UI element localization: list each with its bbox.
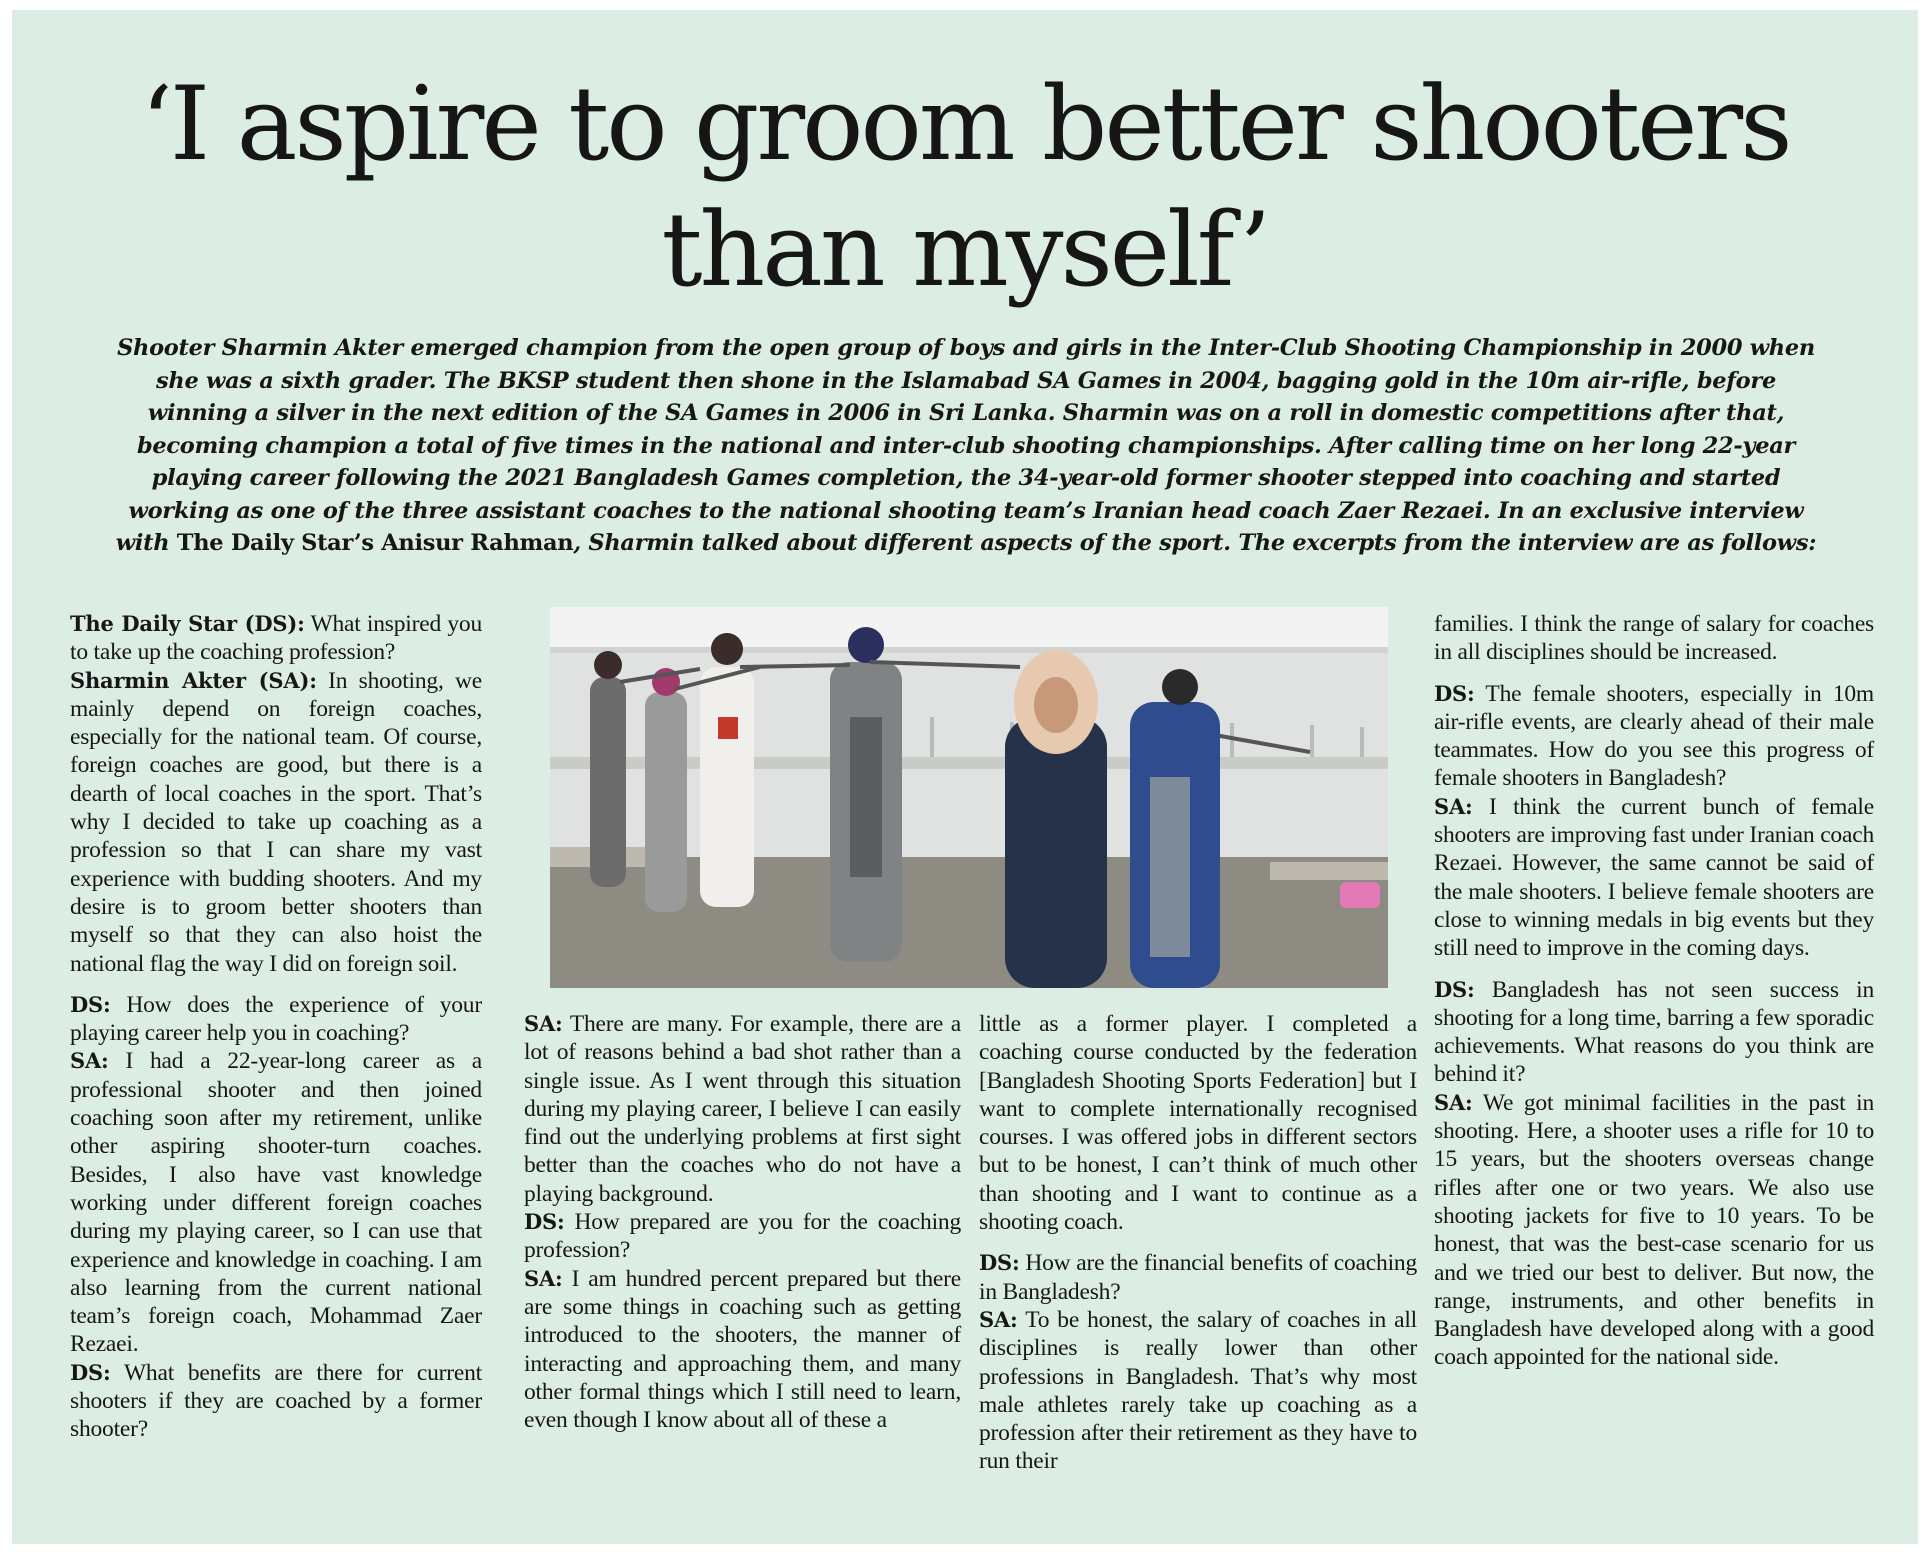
headline-line-1: ‘I aspire to groom better shooters xyxy=(140,65,1790,184)
paragraph-text: Bangladesh has not seen success in shooting for a long time, barring a few sporadic achievements. What reasons do you think are behind it? xyxy=(1434,976,1874,1088)
speaker-label: SA: xyxy=(524,1265,563,1291)
standfirst-byline: The Daily Star’s Anisur Rahman xyxy=(176,530,574,556)
paragraph-text: I think the current bunch of female shooters are improving fast under Iranian coach Rezaei. However, the same cannot be said of the male shooters. I believe female shooters are close to winning medals in big events but they still need to improve in the coming days. xyxy=(1434,793,1874,962)
qa-paragraph xyxy=(979,1306,1417,1476)
qa-paragraph xyxy=(1434,976,1874,1089)
paragraph-text: We got minimal facilities in the past in shooting. Here, a shooter uses a rifle for 10 to 15 years, but the shooters overseas change rifles after one or two years. We also use shooting jackets for five to 10 years. To be honest, that was the best-case scenario for us and we tried our best to deliver. But now, the range, instruments, and other benefits in Bangladesh have developed along with a good coach appointed for the national side. xyxy=(1434,1089,1874,1371)
qa-paragraph xyxy=(70,1047,482,1358)
qa-paragraph xyxy=(1434,680,1874,793)
woman-in-hijab xyxy=(1005,650,1107,988)
qa-paragraph xyxy=(1434,793,1874,963)
shooter-figure-4 xyxy=(830,627,902,962)
qa-paragraph xyxy=(524,1208,961,1265)
speaker-label: DS: xyxy=(70,991,111,1017)
headline-line-2: than myself’ xyxy=(661,191,1269,310)
paragraph-text: How prepared are you for the coaching profession? xyxy=(524,1209,961,1264)
speaker-label: SA: xyxy=(1434,793,1473,819)
standfirst xyxy=(110,332,1822,560)
paragraph-text: In shooting, we mainly depend on foreign coaches, especially for the national team. Of course, foreign coaches are good, but there is a dearth of local coaches in the sport. That’s why I decided to take up coaching as a profession so that I can share my vast experience with budding shooters. And my desire is to groom better shooters than myself so that they can also hoist the national flag the way I did on foreign soil. xyxy=(70,667,482,977)
paragraph-text: To be honest, the salary of coaches in all disciplines is really lower than other professions in Bangladesh. That’s why most male athletes rarely take up coaching as a profession after their retirement as they have to run their xyxy=(979,1306,1417,1475)
speaker-label: SA: xyxy=(70,1048,109,1074)
headline xyxy=(12,62,1918,314)
photo-illustration xyxy=(550,607,1388,988)
shooting-range-photo xyxy=(550,607,1388,988)
article-column-1 xyxy=(70,610,482,1444)
shooter-figure-2 xyxy=(645,668,687,912)
speaker-label: DS: xyxy=(524,1209,565,1235)
paragraph-text: How does the experience of your playing career help you in coaching? xyxy=(70,991,482,1047)
standfirst-text-after: , Sharmin talked about different aspects of the sport. The excerpts from the interview are as follows: xyxy=(573,530,1817,556)
paragraph-text: I am hundred percent prepared but there are some things in coaching such as getting introduced to the shooters, the manner of interacting and approaching them, and many other formal things which I still need to learn, even though I know about all of these a xyxy=(524,1265,961,1434)
standfirst-text-before: Shooter Sharmin Akter emerged champion from the open group of boys and girls in the Inter-Club Shooting Championship in 2000 when she was a sixth grader. The BKSP student then shone in the Islamabad SA Games in 2004, bagging gold in the 10m air-rifle, before winning a silver in the next edition of the SA Games in 2006 in Sri Lanka. Sharmin was on a roll in domestic competitions after that, becoming champion a total of five times in the national and inter-club shooting championships. After calling time on her long 22-year playing career following the 2021 Bangladesh Games completion, the 34-year-old former shooter stepped into coaching and started working as one of the three assistant coaches to the national shooting team’s Iranian head coach Zaer Rezaei. In an exclusive interview with xyxy=(115,335,1815,556)
speaker-label: DS: xyxy=(1434,680,1475,706)
qa-paragraph xyxy=(979,1010,1417,1236)
paragraph-text: The female shooters, especially in 10m air-rifle events, are clearly ahead of their male teammates. How do you see this progress of female shooters in Bangladesh? xyxy=(1434,680,1874,792)
shooter-figure-1 xyxy=(590,651,626,887)
paragraph-text: There are many. For example, there are a lot of reasons behind a bad shot rather than a single issue. As I went through this situation during my playing career, I believe I can easily find out the underlying problems at first sight better than the coaches who do not have a playing background. xyxy=(524,1011,961,1207)
qa-paragraph xyxy=(1434,610,1874,667)
qa-paragraph xyxy=(70,1359,482,1444)
speaker-label: DS: xyxy=(979,1250,1020,1276)
speaker-label: The Daily Star (DS): xyxy=(70,611,305,636)
qa-paragraph xyxy=(979,1249,1417,1306)
newspaper-page xyxy=(12,10,1918,1544)
paragraph-text: I had a 22-year-long career as a professional shooter and then joined coaching soon after my retirement, unlike other aspiring shooter-turn coaches. Besides, I also have vast knowledge working under different foreign coaches during my playing career, so I can use that experience and knowledge in coaching. I am also learning from the current national team’s foreign coach, Mohammad Zaer Rezaei. xyxy=(70,1048,482,1358)
speaker-label: Sharmin Akter (SA): xyxy=(70,667,317,693)
speaker-label: SA: xyxy=(524,1011,563,1036)
paragraph-text: What benefits are there for current shooters if they are coached by a former shooter? xyxy=(70,1359,482,1443)
speaker-label: SA: xyxy=(979,1306,1018,1332)
paragraph-text: little as a former player. I completed a coaching course conducted by the federation [Bangladesh Shooting Sports Federation] but I want to complete internationally recognised courses. I was offered jobs in different sectors but to be honest, I can’t think of much other than shooting and I want to continue as a shooting coach. xyxy=(979,1011,1417,1236)
qa-paragraph xyxy=(524,1010,961,1208)
paragraph-text: How are the financial benefits of coaching in Bangladesh? xyxy=(979,1250,1417,1305)
article-column-3 xyxy=(979,1010,1417,1476)
speaker-label: SA: xyxy=(1434,1089,1473,1115)
qa-paragraph xyxy=(70,991,482,1048)
speaker-label: DS: xyxy=(70,1359,111,1385)
speaker-label: DS: xyxy=(1434,976,1475,1002)
article-column-4 xyxy=(1434,610,1874,1372)
qa-paragraph xyxy=(1434,1089,1874,1372)
qa-paragraph xyxy=(70,667,482,978)
paragraph-text: families. I think the range of salary for coaches in all disciplines should be increased. xyxy=(1434,611,1874,666)
shooter-figure-5 xyxy=(1130,669,1220,988)
qa-paragraph xyxy=(70,610,482,667)
article-column-2 xyxy=(524,1010,961,1434)
paragraph-text: What inspired you to take up the coaching profession? xyxy=(70,611,482,666)
qa-paragraph xyxy=(524,1265,961,1435)
